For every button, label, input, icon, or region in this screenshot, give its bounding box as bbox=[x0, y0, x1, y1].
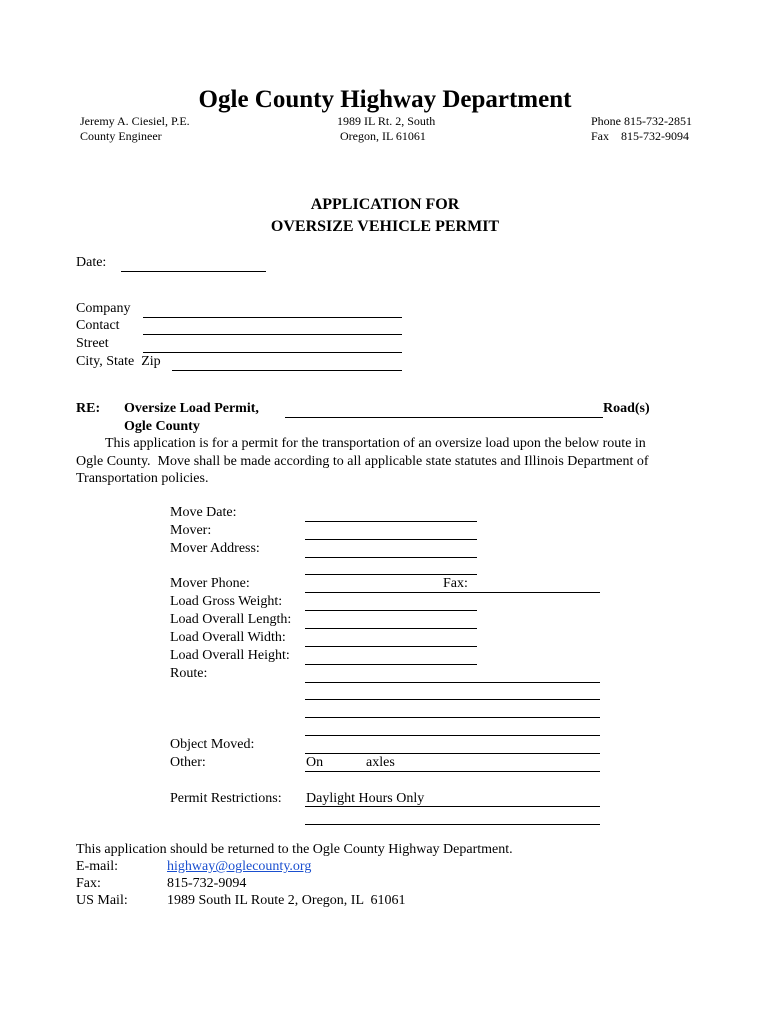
email-label: E-mail: bbox=[76, 859, 118, 874]
gross-weight-field[interactable] bbox=[305, 610, 477, 611]
overall-length-field[interactable] bbox=[305, 628, 477, 629]
route-field-4[interactable] bbox=[305, 735, 600, 736]
return-note: This application should be returned to the Ogle County Highway Department. bbox=[76, 842, 513, 857]
object-moved-label: Object Moved: bbox=[170, 737, 255, 752]
permit-restrictions-label: Permit Restrictions: bbox=[170, 791, 282, 806]
other-field[interactable] bbox=[305, 771, 600, 772]
other-axles-text: axles bbox=[366, 755, 395, 770]
mail-address: 1989 South IL Route 2, Oregon, IL 61061 bbox=[167, 893, 406, 908]
roads-label: Road(s) bbox=[603, 401, 650, 416]
mover-phone-label: Mover Phone: bbox=[170, 576, 250, 591]
move-date-label: Move Date: bbox=[170, 505, 237, 520]
route-field-2[interactable] bbox=[305, 699, 600, 700]
date-label: Date: bbox=[76, 255, 107, 270]
mover-address-field-2[interactable] bbox=[305, 574, 477, 575]
paragraph-line-3: Transportation policies. bbox=[76, 471, 209, 486]
re-county: Ogle County bbox=[124, 419, 200, 434]
overall-length-label: Load Overall Length: bbox=[170, 612, 292, 627]
city-state-zip-field[interactable] bbox=[172, 370, 402, 371]
re-subject: Oversize Load Permit, bbox=[124, 401, 259, 416]
company-field[interactable] bbox=[143, 317, 402, 318]
gross-weight-label: Load Gross Weight: bbox=[170, 594, 283, 609]
date-field[interactable] bbox=[121, 271, 266, 272]
street-label: Street bbox=[76, 336, 109, 351]
permit-restrictions-field-2[interactable] bbox=[305, 824, 600, 825]
roads-field[interactable] bbox=[285, 417, 603, 418]
other-label: Other: bbox=[170, 755, 206, 770]
route-label: Route: bbox=[170, 666, 208, 681]
footer-fax-label: Fax: bbox=[76, 876, 101, 891]
mover-phone-field[interactable] bbox=[305, 592, 600, 593]
form-title-line-1: APPLICATION FOR bbox=[310, 196, 460, 213]
paragraph-line-1: This application is for a permit for the transportation of an oversize load upon the below route in bbox=[105, 436, 646, 451]
object-moved-field[interactable] bbox=[305, 753, 600, 754]
contact-field[interactable] bbox=[143, 334, 402, 335]
mover-address-label: Mover Address: bbox=[170, 541, 260, 556]
other-on-text: On bbox=[306, 755, 324, 770]
city-state-zip-label: City, State Zip bbox=[76, 354, 161, 369]
route-field-3[interactable] bbox=[305, 717, 600, 718]
footer-fax-value: 815-732-9094 bbox=[167, 876, 247, 891]
overall-width-label: Load Overall Width: bbox=[170, 630, 286, 645]
permit-restrictions-value: Daylight Hours Only bbox=[306, 791, 425, 806]
mover-address-field-1[interactable] bbox=[305, 557, 477, 558]
fax-number: Fax 815-732-9094 bbox=[591, 129, 689, 143]
mover-label: Mover: bbox=[170, 523, 212, 538]
engineer-title: County Engineer bbox=[80, 129, 162, 143]
address-line-2: Oregon, IL 61061 bbox=[340, 129, 426, 143]
form-title-line-2: OVERSIZE VEHICLE PERMIT bbox=[270, 218, 500, 235]
move-date-field[interactable] bbox=[305, 521, 477, 522]
mover-field[interactable] bbox=[305, 539, 477, 540]
engineer-name: Jeremy A. Ciesiel, P.E. bbox=[80, 114, 190, 128]
address-line-1: 1989 IL Rt. 2, South bbox=[337, 114, 436, 128]
mail-label: US Mail: bbox=[76, 893, 128, 908]
paragraph-line-2: Ogle County. Move shall be made according to all applicable state statutes and Illinois Department of bbox=[76, 454, 649, 469]
route-field-1[interactable] bbox=[305, 682, 600, 683]
email-link[interactable]: highway@oglecounty.org bbox=[167, 859, 312, 874]
company-label: Company bbox=[76, 301, 131, 316]
overall-width-field[interactable] bbox=[305, 646, 477, 647]
mover-fax-label: Fax: bbox=[443, 576, 468, 591]
re-label: RE: bbox=[76, 401, 101, 416]
phone-number: Phone 815-732-2851 bbox=[591, 114, 692, 128]
permit-restrictions-field-1[interactable] bbox=[305, 806, 600, 807]
contact-label: Contact bbox=[76, 318, 120, 333]
overall-height-field[interactable] bbox=[305, 664, 477, 665]
overall-height-label: Load Overall Height: bbox=[170, 648, 290, 663]
street-field[interactable] bbox=[143, 352, 402, 353]
page-title: Ogle County Highway Department bbox=[198, 86, 572, 113]
